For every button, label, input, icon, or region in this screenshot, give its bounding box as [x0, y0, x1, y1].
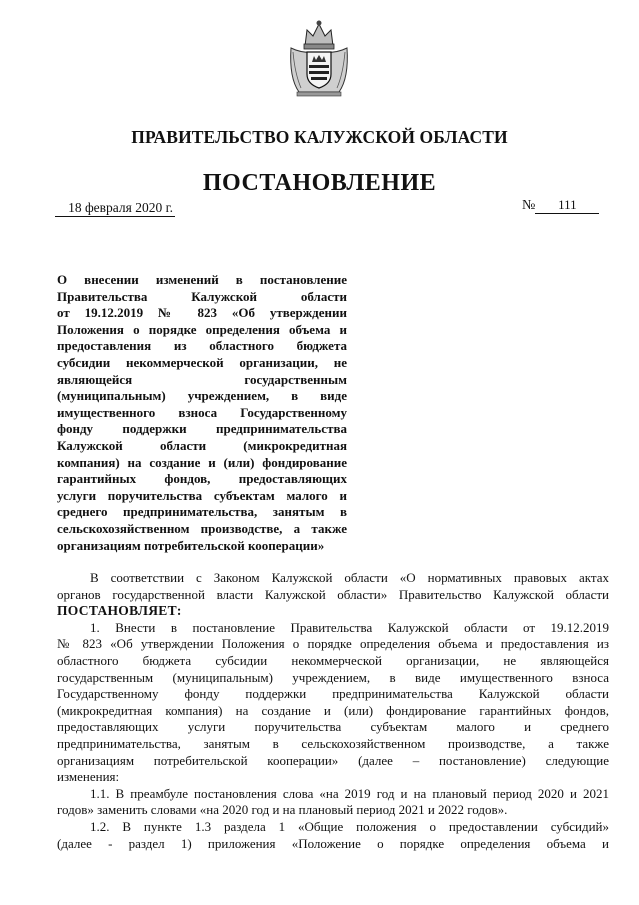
subject-line: Положения о порядке определения объема и	[57, 321, 347, 337]
subject-line: гарантийных фондов, предоставляющих	[57, 471, 347, 487]
subject-line: субсидии некоммерческой организации, не	[57, 354, 347, 370]
subject-line: О внесении изменений в постановление	[57, 272, 347, 287]
document-subject	[57, 272, 347, 554]
subject-line: Калужской области (микрокредитная	[57, 437, 347, 453]
body-line: предоставляющих услуги поручительства субъектам малого и среднего	[57, 719, 609, 735]
subject-line: предоставления из областного бюджета	[57, 338, 347, 354]
subject-line: (муниципальным) учреждением, в виде	[57, 388, 347, 404]
body-line: 1. Внести в постановление Правительства Калужской области от 19.12.2019	[90, 619, 609, 635]
subject-line: организациям потребительской кооперации»	[57, 537, 325, 553]
subject-line: фонду поддержки предпринимательства	[57, 421, 347, 437]
body-line: В соответствии с Законом Калужской области «О нормативных правовых актах	[90, 570, 609, 585]
number-value: 111	[535, 197, 599, 214]
subject-line: Правительства Калужской области	[57, 288, 347, 304]
body-line: (микрокредитная компания) на создание и (или) фондирование гарантийных фондов,	[57, 702, 609, 718]
document-date	[55, 200, 175, 217]
subject-line: от 19.12.2019 № 823 «Об утверждении	[57, 305, 347, 321]
body-line: (далее - раздел 1) приложения «Положение о порядке определения объема и	[57, 835, 609, 851]
document-number	[522, 197, 599, 214]
body-line: государственным (муниципальным) учреждением, в виде имущественного взноса	[57, 669, 609, 685]
subject-line: являющейся государственным	[57, 371, 347, 387]
document-type-title: ПОСТАНОВЛЕНИЕ	[202, 170, 437, 196]
subject-line: компания) на создание и (или) фондирование	[57, 454, 347, 470]
subject-line: имущественного взноса Государственному	[57, 404, 347, 420]
body-line: организациям потребительской кооперации» (далее – постановление) следующие	[57, 752, 609, 768]
body-line: 1.2. В пункте 1.3 раздела 1 «Общие положения о предоставлении субсидий»	[90, 818, 609, 834]
body-line: изменения:	[57, 769, 120, 785]
document-date-text: 18 февраля 2020 г.	[68, 200, 173, 215]
resolves-heading: ПОСТАНОВЛЯЕТ:	[57, 603, 182, 619]
subject-line: сельскохозяйственном производстве, а также	[57, 520, 347, 536]
coat-of-arms-icon	[285, 18, 353, 100]
subject-line: среднего предпринимательства, занятым в	[57, 504, 347, 520]
subject-line: услуги поручительства субъектам малого и	[57, 487, 347, 503]
body-line: 1.1. В преамбуле постановления слова «на 2019 год и на плановый период 2020 и 2021	[90, 785, 609, 801]
body-line: областного бюджета субсидии некоммерческой организации, не являющейся	[57, 652, 609, 668]
government-title: ПРАВИТЕЛЬСТВО КАЛУЖСКОЙ ОБЛАСТИ	[131, 127, 508, 147]
number-sign: №	[522, 198, 536, 213]
body-line: органов государственной власти Калужской области» Правительство Калужской области	[57, 586, 609, 602]
body-line: предпринимательства, занятым в сельскохозяйственном производстве, а также	[57, 735, 609, 751]
body-line: годов» заменить словами «на 2020 год и на плановый период 2021 и 2022 годов».	[57, 802, 508, 818]
body-line: Государственному фонду поддержки предпринимательства Калужской области	[57, 686, 609, 702]
body-line: № 823 «Об утверждении Положения о порядке определения объема и предоставления из	[57, 636, 609, 652]
document-body	[57, 570, 609, 852]
